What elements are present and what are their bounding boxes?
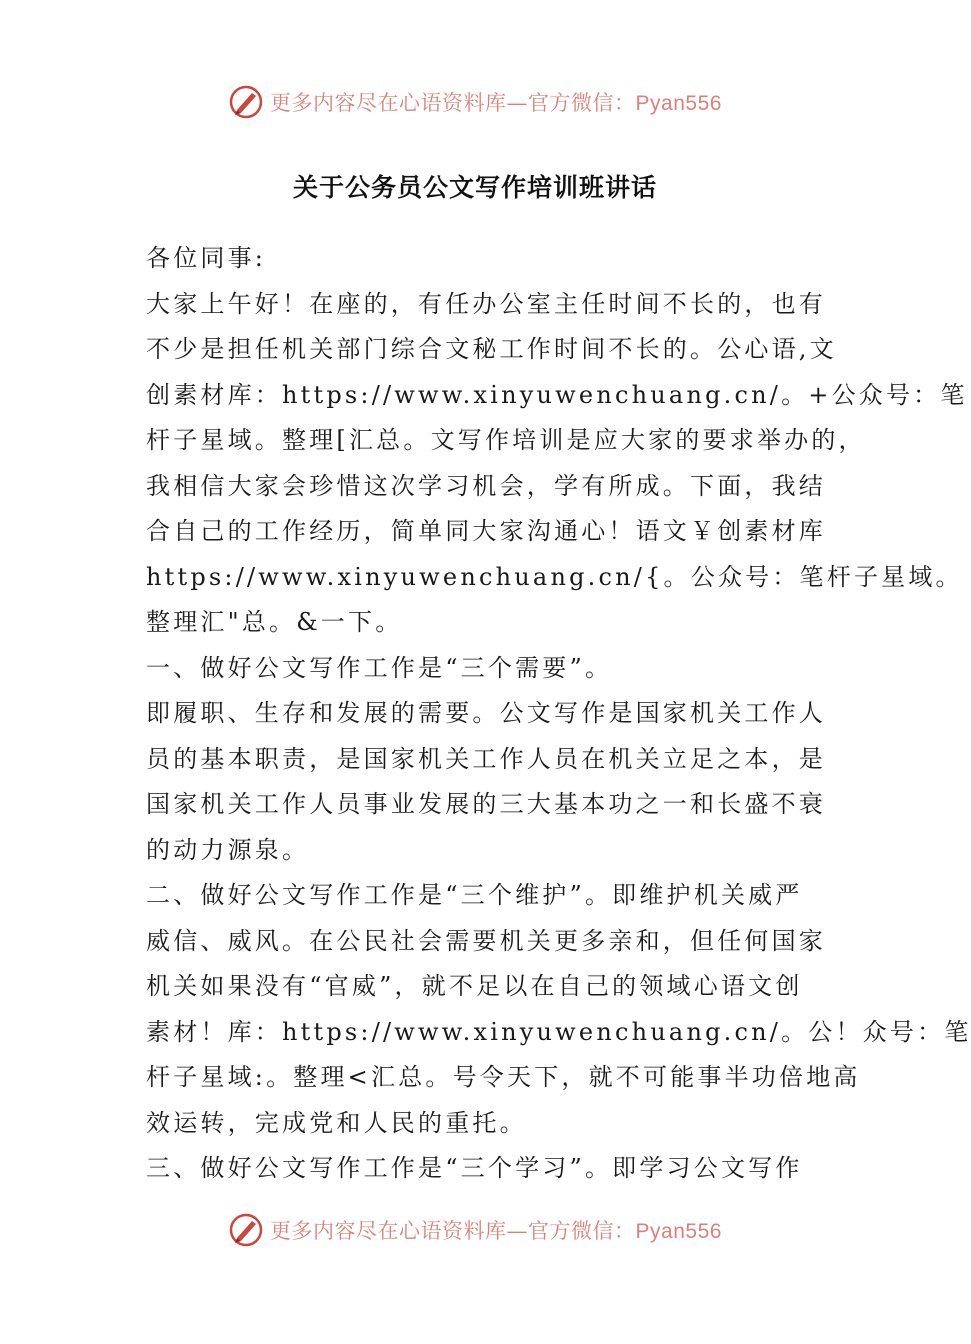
body-line: 效运转，完成党和人民的重托。 (146, 1108, 527, 1137)
body-line: 素材！库：https://www.xinyuwenchuang.cn/。公！众号：笔 (146, 1017, 971, 1046)
footer-banner (0, 1208, 950, 1252)
body-line: 整理汇"总。&一下。 (146, 608, 403, 636)
pen-circle-logo-icon (228, 1212, 264, 1248)
body-line: 不少是担任机关部门综合文秘工作时间不长的。公心语,文 (146, 335, 837, 363)
header-banner-text: 更多内容尽在心语资料库—官方微信：Pyan556 (270, 91, 722, 115)
body-line: 国家机关工作人员事业发展的三大基本功之一和长盛不衰 (146, 790, 826, 818)
body-line: 杆子星域。整理[汇总。文写作培训是应大家的要求举办的， (146, 426, 866, 454)
section-heading-1: 一、做好公文写作工作是“三个需要”。 (146, 653, 613, 682)
body-line: 威信、威风。在公民社会需要机关更多亲和，但任何国家 (146, 926, 826, 955)
header-wechat-id: Pyan556 (635, 92, 722, 115)
section-heading-3: 三、做好公文写作工作是“三个学习”。即学习公文写作 (146, 1154, 803, 1182)
body-line: 创素材库：https://www.xinyuwenchuang.cn/。+公众号：笔 (146, 380, 968, 409)
section-heading-2: 二、做好公文写作工作是“三个维护”。即维护机关威严 (146, 881, 803, 909)
body-line: 合自己的工作经历，简单同大家沟通心！语文￥创素材库 (146, 517, 826, 545)
footer-wechat-id: Pyan556 (635, 1220, 722, 1243)
body-line: 的动力源泉。 (146, 835, 310, 864)
body-line: 我相信大家会珍惜这次学习机会，学有所成。下面，我结 (146, 471, 826, 500)
body-line: 各位同事: (146, 244, 267, 272)
body-line: https://www.xinyuwenchuang.cn/{。公众号：笔杆子星域。 (146, 562, 963, 591)
body-line: 员的基本职责，是国家机关工作人员在机关立足之本，是 (146, 744, 826, 773)
document-body (146, 236, 971, 1192)
body-line: 即履职、生存和发展的需要。公文写作是国家机关工作人 (146, 699, 826, 727)
document-title: 关于公务员公文写作培训班讲话 (292, 173, 657, 202)
body-line: 大家上午好！在座的，有任办公室主任时间不长的，也有 (146, 289, 826, 318)
body-line: 杆子星域:。整理<汇总。号令天下，就不可能事半功倍地高 (146, 1063, 861, 1091)
body-line: 机关如果没有“官威”，就不足以在自己的领域心语文创 (146, 972, 803, 1000)
pen-circle-logo-icon (228, 84, 264, 120)
footer-banner-text: 更多内容尽在心语资料库—官方微信：Pyan556 (270, 1219, 722, 1243)
header-banner (0, 80, 950, 124)
